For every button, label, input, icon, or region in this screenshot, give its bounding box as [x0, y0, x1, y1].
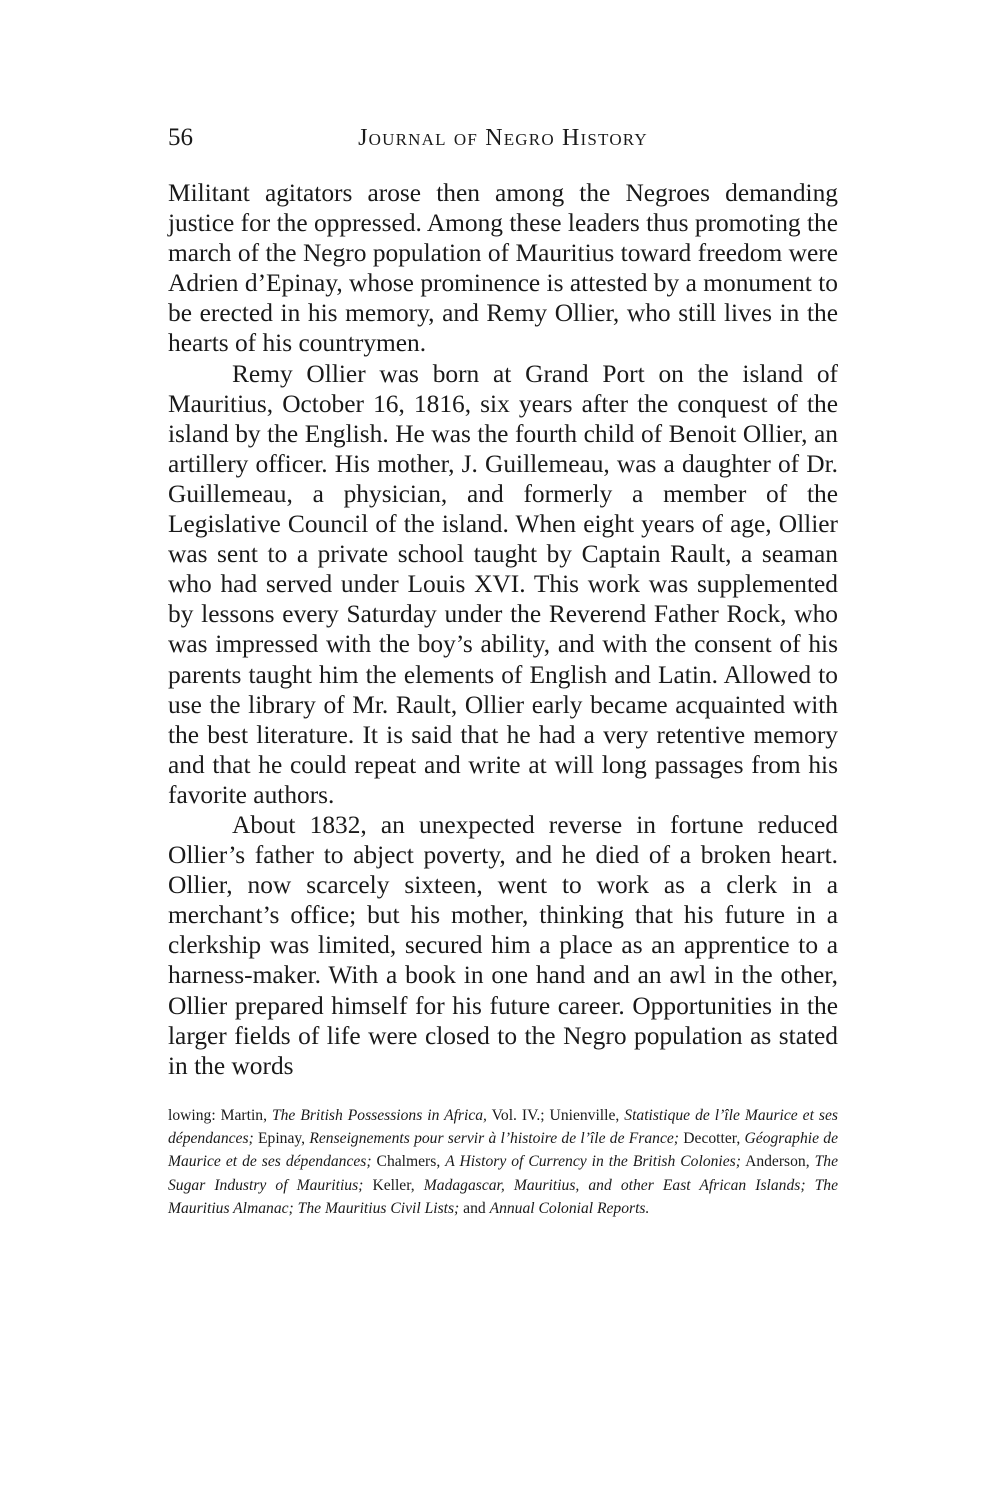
- footnote-title: A History of Currency in the British Colonies;: [445, 1153, 741, 1171]
- footnote-title: Géographie de Maurice et de ses dépendances;: [168, 1130, 838, 1171]
- footnote-text: lowing: Martin,: [168, 1107, 272, 1124]
- footnote-title: Madagascar, Mauritius, and other East African Islands; The Mauritius Almanac; The Mauritius Civil Lists;: [168, 1176, 838, 1217]
- running-title: Journal of Negro History: [358, 125, 648, 151]
- paragraph-agitators: Militant agitators arose then among the Negroes demanding justice for the oppressed. Among these leaders thus promoting the march of the Negro population of Mauritius toward freedom were Adrien d’Epinay, whose prominence is attested by a monument to be erected in his memory, and Remy Ollier, who still lives in the hearts of his countrymen.: [168, 179, 838, 358]
- footnote-text: Vol. IV.; Unienville,: [486, 1107, 625, 1124]
- footnote-text: Epinay,: [253, 1130, 310, 1148]
- footnote-text: Anderson,: [740, 1153, 815, 1171]
- footnote-title: Statistique de l’île Maurice et ses dépendances;: [168, 1107, 838, 1148]
- footnote-bibliography: [168, 1104, 838, 1220]
- footnote-title: Renseignements pour servir à l’histoire de l’île de France;: [309, 1130, 679, 1148]
- footnote-title: The Sugar Industry of Mauritius;: [168, 1153, 838, 1194]
- footnote-text: Keller,: [363, 1176, 424, 1194]
- footnote-text: and: [459, 1199, 490, 1217]
- page-header: [168, 120, 838, 160]
- footnote-text: Chalmers,: [371, 1153, 446, 1171]
- body-text: [168, 178, 838, 1081]
- footnote-title: Annual Colonial Reports.: [489, 1199, 650, 1217]
- paragraph-ollier-birth: Remy Ollier was born at Grand Port on the island of Mauritius, October 16, 1816, six years after the conquest of the island by the English. He was the fourth child of Benoit Ollier, an artillery officer. His mother, J. Guillemeau, was a daughter of Dr. Guillemeau, a physician, and formerly a member of the Legislative Council of the island. When eight years of age, Ollier was sent to a private school taught by Captain Rault, a seaman who had served under Louis XVI. This work was supplemented by lessons every Saturday under the Reverend Father Rock, who was impressed with the boy’s ability, and with the consent of his parents taught him the elements of English and Latin. Allowed to use the library of Mr. Rault, Ollier early became acquainted with the best literature. It is said that he had a very retentive memory and that he could repeat and write at will long passages from his favorite authors.: [168, 359, 838, 809]
- footnote-title: The British Possessions in Africa,: [271, 1107, 487, 1124]
- page-number: 56: [168, 124, 193, 151]
- paragraph-ollier-poverty: About 1832, an unexpected reverse in fortune reduced Ollier’s father to abject poverty, and he died of a broken heart. Ollier, now scarcely sixteen, went to work as a clerk in a merchant’s office; but his mother, thinking that his future in a clerkship was limited, secured him a place as an apprentice to a harness-maker. With a book in one hand and an awl in the other, Ollier prepared himself for his future career. Opportunities in the larger fields of life were closed to the Negro population as stated in the words: [168, 810, 838, 1080]
- footnote-text: Decotter,: [679, 1130, 745, 1148]
